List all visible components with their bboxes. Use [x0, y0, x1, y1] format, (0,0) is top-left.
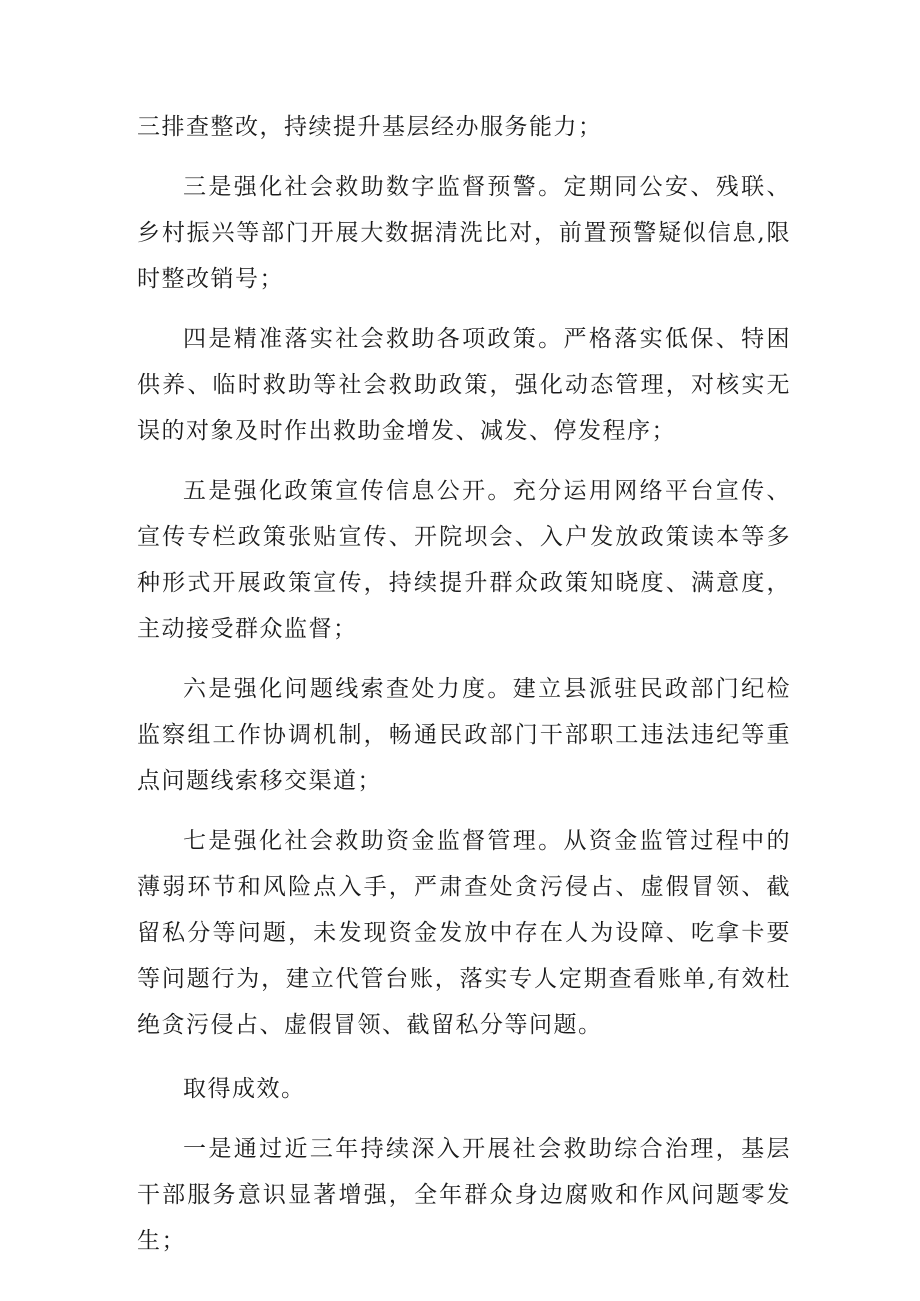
paragraph-continuation: 三排查整改，持续提升基层经办服务能力； — [137, 114, 603, 140]
paragraph-item-3: 三是强化社会救助数字监督预警。定期同公安、残联、乡村振兴等部门开展大数据清洗比对，前置预警疑似信息,限时整改销号； — [137, 174, 791, 292]
paragraph-item-4: 四是精准落实社会救助各项政策。严格落实低保、特困供养、临时救助等社会救助政策，强化动态管理，对核实无误的对象及时作出救助金增发、减发、停发程序； — [137, 326, 791, 444]
paragraph-result-1: 一是通过近三年持续深入开展社会救助综合治理，基层干部服务意识显著增强，全年群众身边腐败和作风问题零发生； — [137, 1136, 791, 1254]
paragraph-item-7: 七是强化社会救助资金监督管理。从资金监管过程中的薄弱环节和风险点入手，严肃查处贪污侵占、虚假冒领、截留私分等问题，未发现资金发放中存在人为设障、吃拿卡要等问题行为，建立代管台账，落实专人定期查看账单,有效杜绝贪污侵占、虚假冒领、截留私分等问题。 — [137, 828, 791, 1038]
section-heading-results: 取得成效。 — [183, 1076, 306, 1102]
paragraph-item-6: 六是强化问题线索查处力度。建立县派驻民政部门纪检监察组工作协调机制，畅通民政部门干部职工违法违纪等重点问题线索移交渠道； — [137, 676, 791, 794]
paragraph-item-5: 五是强化政策宣传信息公开。充分运用网络平台宣传、宣传专栏政策张贴宣传、开院坝会、入户发放政策读本等多种形式开展政策宣传，持续提升群众政策知晓度、满意度，主动接受群众监督； — [137, 478, 791, 642]
document-body — [137, 104, 791, 1278]
